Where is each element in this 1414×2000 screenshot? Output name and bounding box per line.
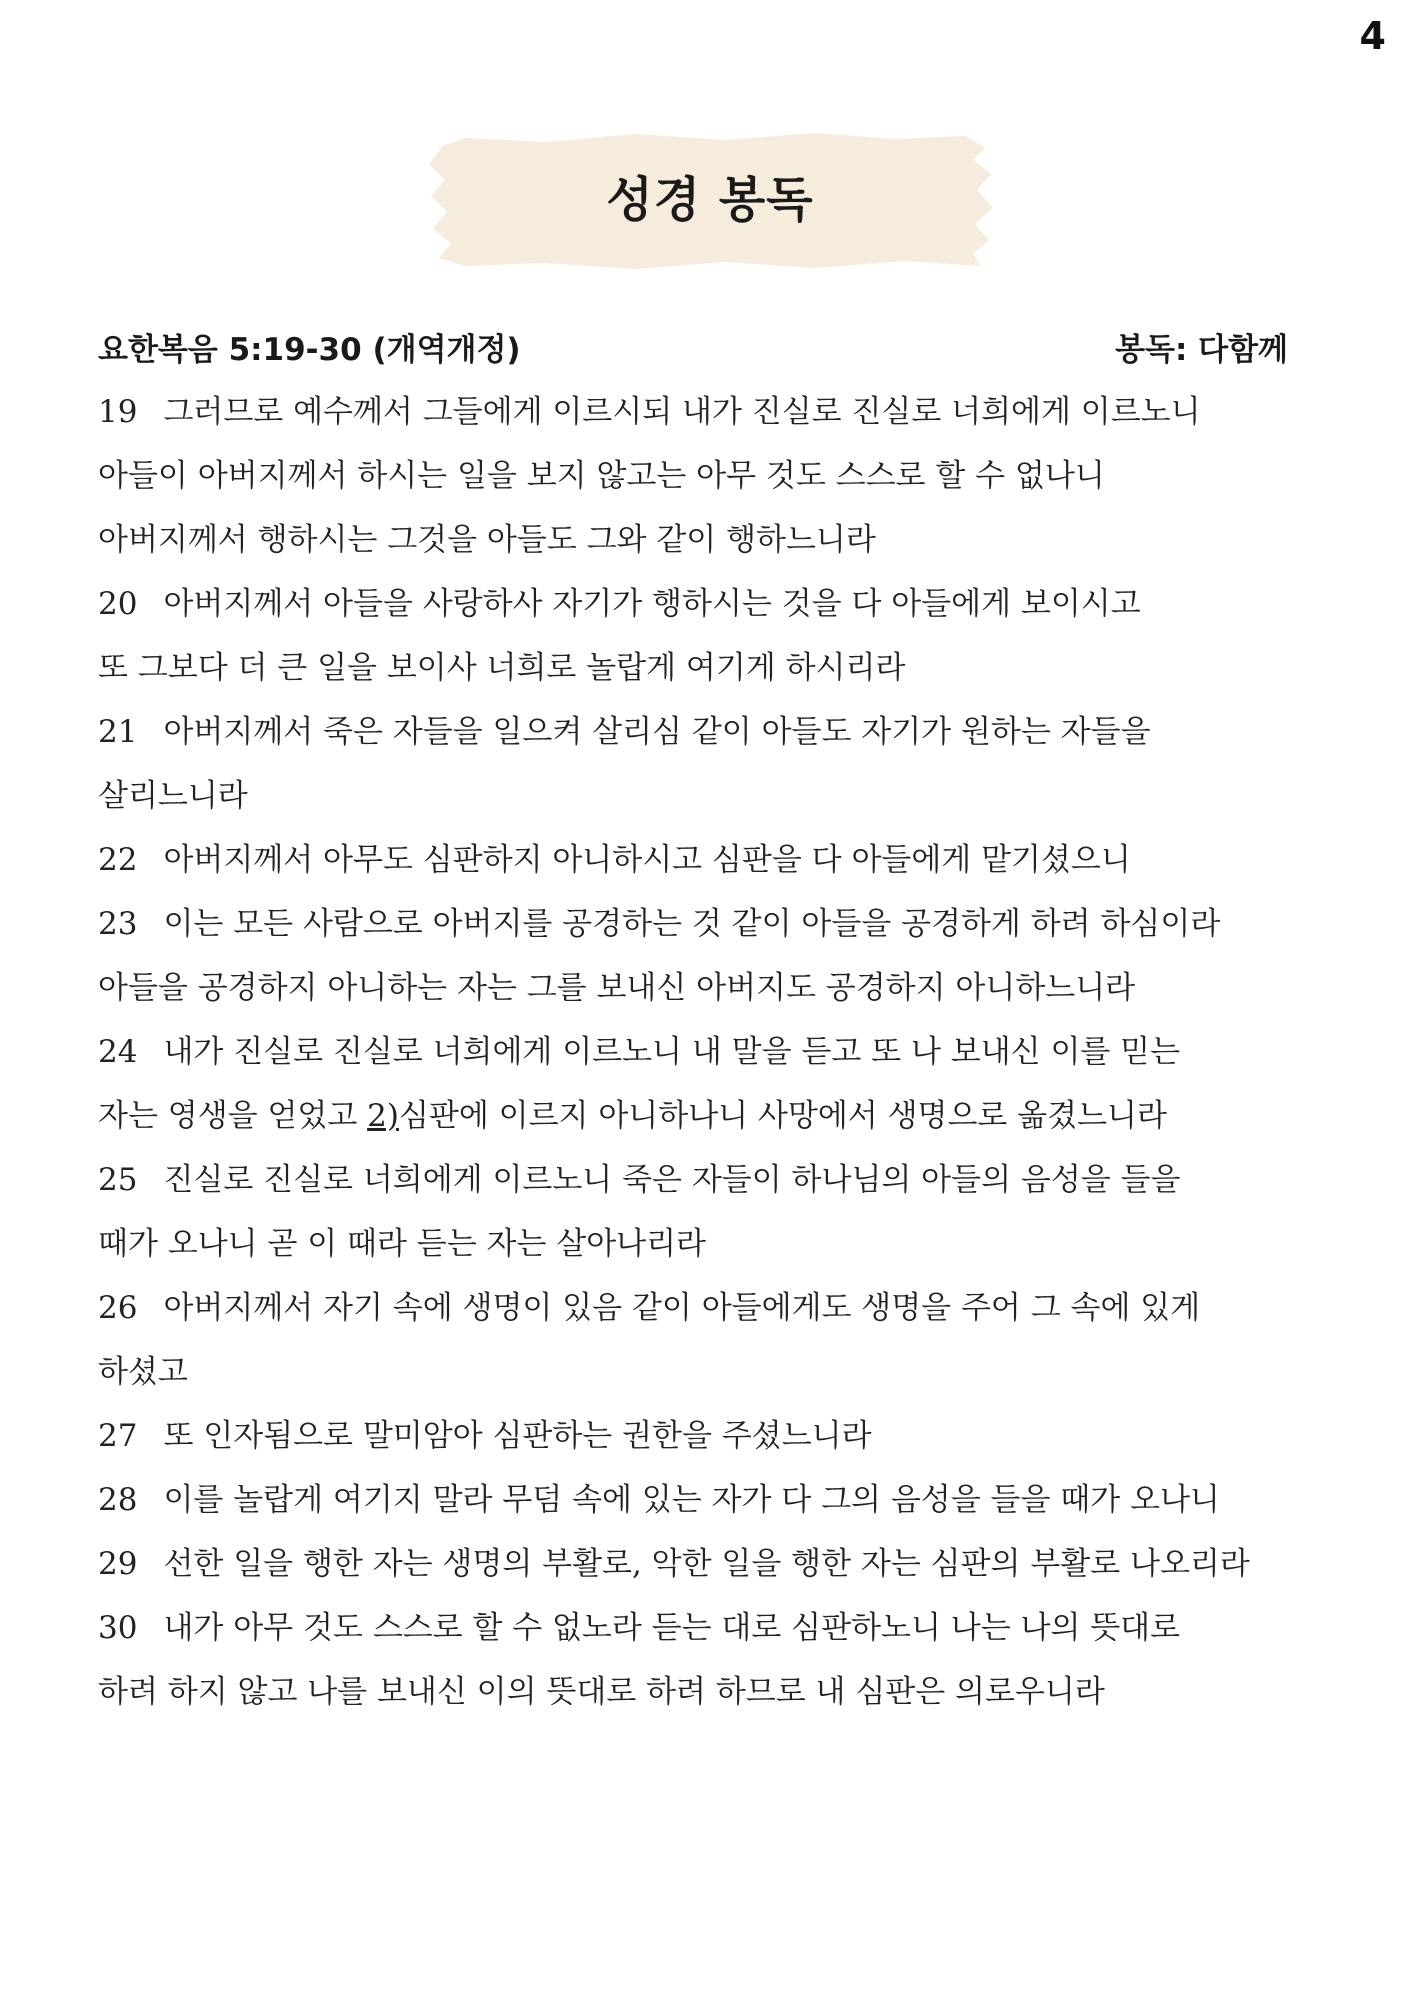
footnote-link[interactable]: 2) <box>367 1098 399 1134</box>
verse-text: 내가 아무 것도 스스로 할 수 없노라 듣는 대로 심판하노니 나는 나의 뜻대로 <box>163 1610 1181 1646</box>
verse-text: 선한 일을 행한 자는 생명의 부활로, 악한 일을 행한 자는 심판의 부활로 나오리라 <box>163 1546 1250 1582</box>
verse-number: 19 <box>98 394 138 430</box>
verse-line <box>98 1212 1348 1276</box>
verse-line <box>98 1468 1348 1532</box>
verse-line <box>98 1660 1348 1724</box>
scripture-header <box>98 318 1288 370</box>
verse-number: 21 <box>98 714 138 750</box>
reading-mode: 봉독: 다함께 <box>1115 332 1288 368</box>
verse-number: 26 <box>98 1290 138 1326</box>
verse-text: 그러므로 예수께서 그들에게 이르시되 내가 진실로 진실로 너희에게 이르노니 <box>163 394 1201 430</box>
verse-text: 때가 오나니 곧 이 때라 듣는 자는 살아나리라 <box>98 1226 707 1262</box>
verse-text: 아버지께서 아들을 사랑하사 자기가 행하시는 것을 다 아들에게 보이시고 <box>163 586 1141 622</box>
scripture-text <box>98 380 1348 1724</box>
verse-line <box>98 956 1348 1020</box>
verse-text: 아버지께서 행하시는 그것을 아들도 그와 같이 행하느니라 <box>98 522 876 558</box>
verse-number: 23 <box>98 906 138 942</box>
verse-line <box>98 572 1348 636</box>
verse-line <box>98 380 1348 444</box>
verse-line <box>98 700 1348 764</box>
verse-text: 또 인자됨으로 말미암아 심판하는 권한을 주셨느니라 <box>163 1418 872 1454</box>
verse-line <box>98 1532 1348 1596</box>
verse-line <box>98 636 1348 700</box>
verse-line <box>98 764 1348 828</box>
verse-text: 아들이 아버지께서 하시는 일을 보지 않고는 아무 것도 스스로 할 수 없나니 <box>98 458 1105 494</box>
verse-text: 아버지께서 죽은 자들을 일으켜 살리심 같이 아들도 자기가 원하는 자들을 <box>163 714 1151 750</box>
page-title: 성경 봉독 <box>606 172 814 228</box>
title-banner <box>425 128 995 273</box>
page-number: 4 <box>1359 14 1386 58</box>
verse-line <box>98 828 1348 892</box>
verse-text: 자는 영생을 얻었고 <box>98 1098 368 1134</box>
verse-number: 27 <box>98 1418 138 1454</box>
scripture-reference: 요한복음 5:19-30 (개역개정) <box>98 332 521 368</box>
verse-line <box>98 1276 1348 1340</box>
verse-text: 살리느니라 <box>98 778 248 814</box>
verse-text: 또 그보다 더 큰 일을 보이사 너희로 놀랍게 여기게 하시리라 <box>98 650 906 686</box>
verse-text: 아들을 공경하지 아니하는 자는 그를 보내신 아버지도 공경하지 아니하느니라 <box>98 970 1136 1006</box>
verse-line <box>98 1148 1348 1212</box>
verse-number: 30 <box>98 1610 138 1646</box>
verse-text: 이를 놀랍게 여기지 말라 무덤 속에 있는 자가 다 그의 음성을 들을 때가 오나니 <box>163 1482 1220 1518</box>
verse-text: 내가 진실로 진실로 너희에게 이르노니 내 말을 듣고 또 나 보내신 이를 믿는 <box>163 1034 1181 1070</box>
verse-number: 20 <box>98 586 138 622</box>
verse-number: 25 <box>98 1162 138 1198</box>
verse-text: 하려 하지 않고 나를 보내신 이의 뜻대로 하려 하므로 내 심판은 의로우니라 <box>98 1674 1105 1710</box>
verse-text: 하셨고 <box>98 1354 188 1390</box>
verse-text: 심판에 이르지 아니하나니 사망에서 생명으로 옮겼느니라 <box>398 1098 1167 1134</box>
verse-line <box>98 1404 1348 1468</box>
verse-line <box>98 1020 1348 1084</box>
verse-line <box>98 1340 1348 1404</box>
verse-line <box>98 508 1348 572</box>
verse-number: 22 <box>98 842 138 878</box>
verse-number: 24 <box>98 1034 138 1070</box>
verse-number: 29 <box>98 1546 138 1582</box>
verse-line <box>98 1596 1348 1660</box>
verse-line <box>98 444 1348 508</box>
verse-text: 이는 모든 사람으로 아버지를 공경하는 것 같이 아들을 공경하게 하려 하심이라 <box>163 906 1221 942</box>
verse-text: 아버지께서 아무도 심판하지 아니하시고 심판을 다 아들에게 맡기셨으니 <box>163 842 1131 878</box>
verse-number: 28 <box>98 1482 138 1518</box>
verse-text: 진실로 진실로 너희에게 이르노니 죽은 자들이 하나님의 아들의 음성을 들을 <box>163 1162 1181 1198</box>
verse-line <box>98 892 1348 956</box>
verse-line <box>98 1084 1348 1148</box>
verse-text: 아버지께서 자기 속에 생명이 있음 같이 아들에게도 생명을 주어 그 속에 있게 <box>163 1290 1201 1326</box>
